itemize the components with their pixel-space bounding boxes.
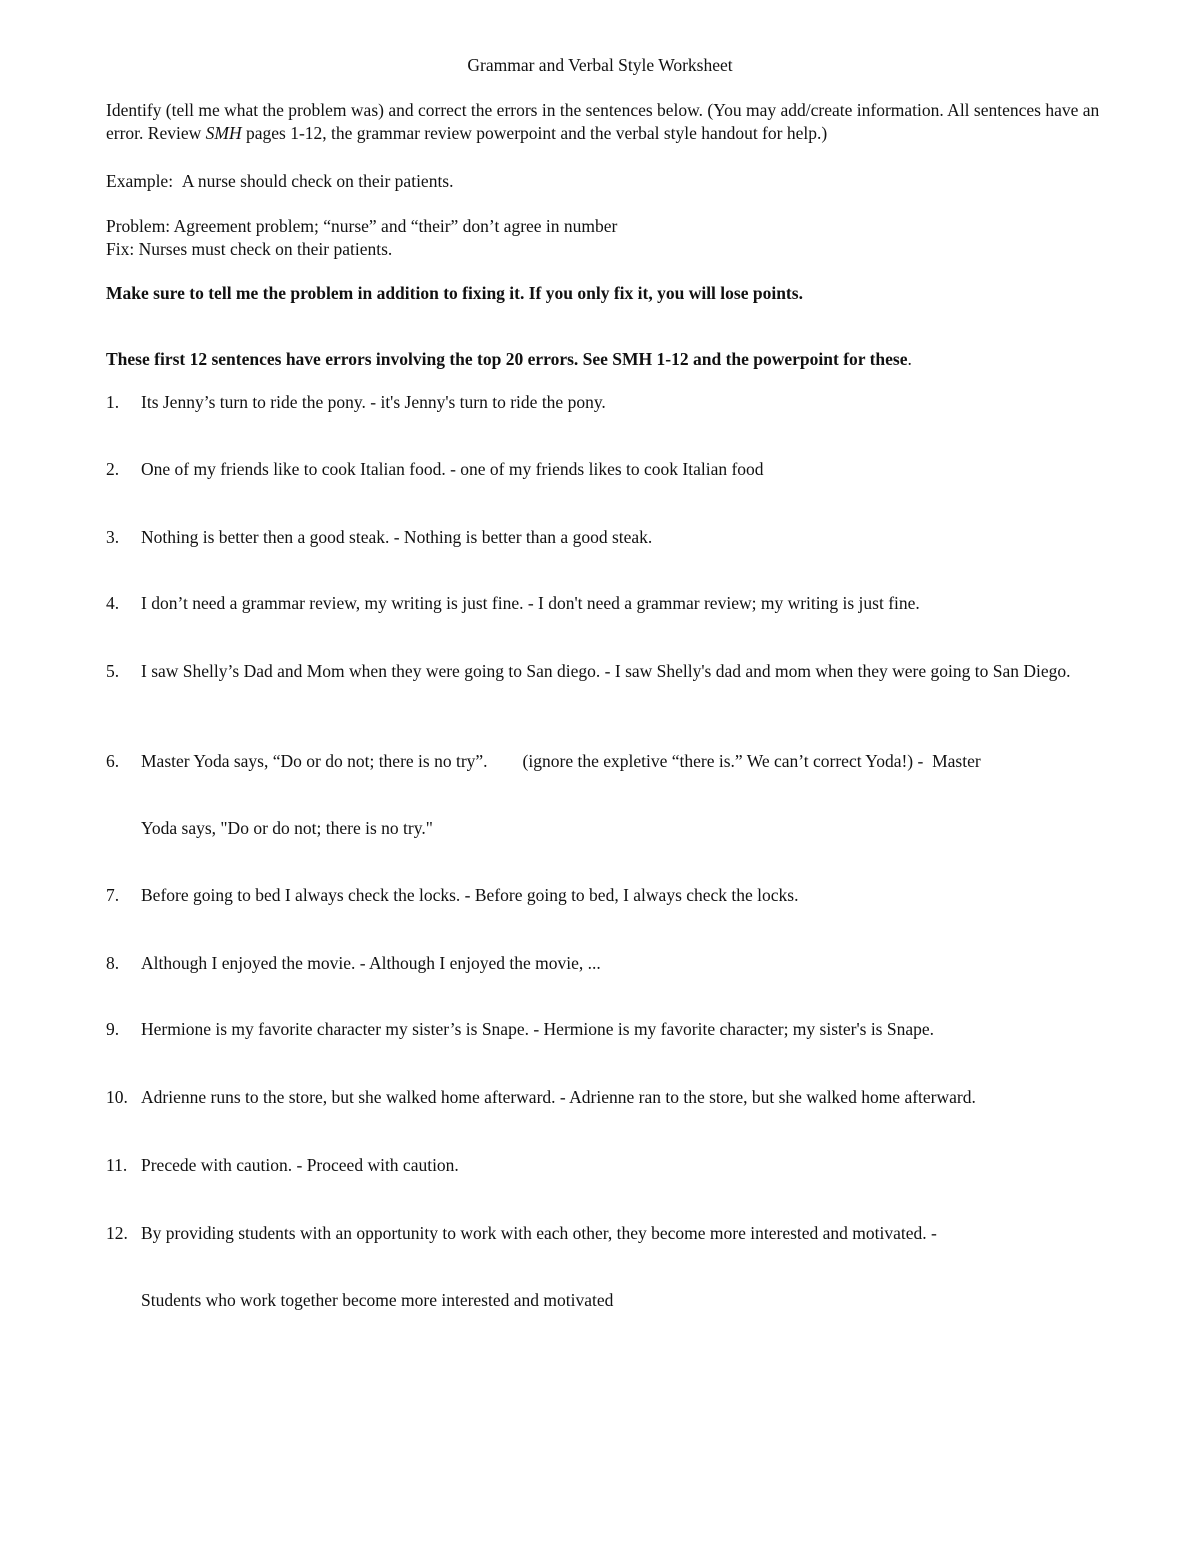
item-text: Adrienne runs to the store, but she walked home afterward. - Adrienne ran to the store, but she walked home afterward. — [141, 1087, 976, 1107]
item-number: 10. — [106, 1087, 128, 1107]
item-text: Hermione is my favorite character my sister’s is Snape. - Hermione is my favorite character; my sister's is Snape. — [141, 1019, 935, 1039]
fix-line: Fix: Nurses must check on their patients. — [106, 239, 393, 259]
item-text: I don’t need a grammar review, my writing is just fine. - I don't need a grammar review; my writing is just fine. — [141, 593, 920, 613]
item-text: Before going to bed I always check the locks. - Before going to bed, I always check the locks. — [141, 885, 799, 905]
item-continuation: Yoda says, "Do or do not; there is no try." — [141, 818, 433, 838]
list-item — [106, 660, 1096, 683]
list-item — [106, 458, 1096, 481]
item-text: I saw Shelly’s Dad and Mom when they were going to San diego. - I saw Shelly's dad and mom when they were going to San Diego. — [141, 661, 1071, 681]
item-continuation: Students who work together become more interested and motivated — [141, 1290, 614, 1310]
page-title: Grammar and Verbal Style Worksheet — [467, 55, 733, 75]
list-item — [106, 952, 1096, 975]
item-number: 3. — [106, 527, 120, 547]
instructions-italic: SMH — [205, 123, 242, 143]
item-text: One of my friends like to cook Italian food. - one of my friends likes to cook Italian food — [141, 459, 764, 479]
item-number: 4. — [106, 593, 120, 613]
example-label: Example: — [106, 171, 174, 191]
instructions-text-1: Identify (tell me what the problem was) and correct the errors in the sentences below. (You may add/create information. All sentences have an error. Review — [106, 100, 1100, 143]
list-item — [106, 592, 1096, 615]
instructions-text-2: pages 1-12, the grammar review powerpoint and the verbal style handout for help.) — [241, 123, 828, 143]
item-number: 6. — [106, 751, 120, 771]
item-number: 1. — [106, 392, 120, 412]
list-item — [106, 1086, 1096, 1109]
item-number: 9. — [106, 1019, 120, 1039]
item-text: Nothing is better then a good steak. - Nothing is better than a good steak. — [141, 527, 653, 547]
list-item — [106, 750, 1096, 773]
item-text: Although I enjoyed the movie. - Although I enjoyed the movie, ... — [141, 953, 601, 973]
list-item — [106, 884, 1096, 907]
item-number: 12. — [106, 1223, 128, 1243]
problem-line: Problem: Agreement problem; “nurse” and “their” don’t agree in number — [106, 216, 618, 236]
section-heading-text: These first 12 sentences have errors involving the top 20 errors. See SMH 1-12 and the powerpoint for these — [106, 349, 908, 369]
list-item — [106, 1222, 1096, 1245]
item-number: 2. — [106, 459, 120, 479]
list-item — [106, 526, 1096, 549]
item-number: 7. — [106, 885, 120, 905]
item-number: 8. — [106, 953, 120, 973]
section-heading-end: . — [907, 349, 912, 369]
item-text: Its Jenny’s turn to ride the pony. - it's Jenny's turn to ride the pony. — [141, 392, 606, 412]
item-text: By providing students with an opportunity to work with each other, they become more interested and motivated. - — [141, 1223, 937, 1243]
item-text: Master Yoda says, “Do or do not; there is no try”. (ignore the expletive “there is.” We can’t correct Yoda!) - Master — [141, 751, 981, 771]
instructions-paragraph — [106, 99, 1106, 145]
item-number: 5. — [106, 661, 120, 681]
section-heading — [106, 348, 1106, 371]
warning-text: Make sure to tell me the problem in addition to fixing it. If you only fix it, you will lose points. — [106, 283, 803, 303]
list-item — [106, 1154, 1096, 1177]
example-sentence: A nurse should check on their patients. — [181, 171, 454, 191]
list-item — [106, 1018, 1096, 1041]
item-text: Precede with caution. - Proceed with caution. — [141, 1155, 459, 1175]
example-line — [106, 170, 1106, 193]
item-number: 11. — [106, 1155, 128, 1175]
list-item — [106, 391, 1096, 414]
